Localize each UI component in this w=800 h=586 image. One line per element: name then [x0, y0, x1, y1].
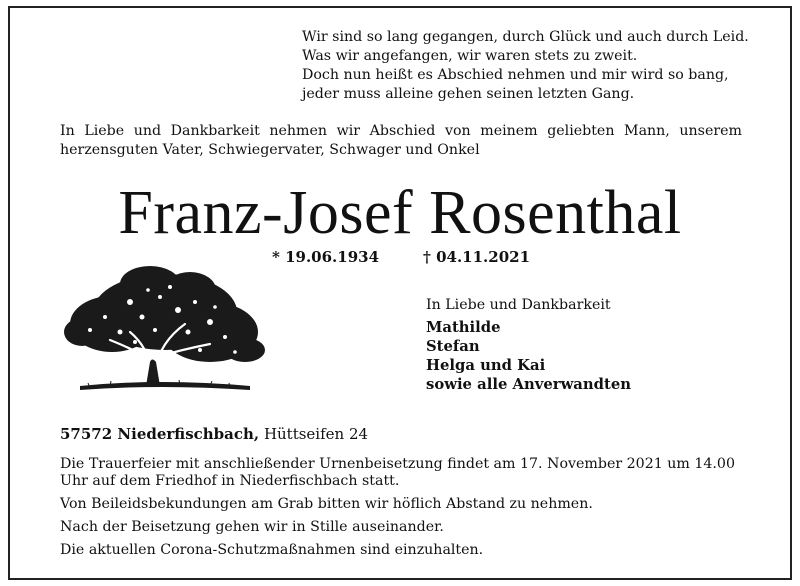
info-paragraph: Die Trauerfeier mit anschließender Urnenbeisetzung findet am 17. November 2021 um 14.00 Uhr auf dem Friedhof in Niederfischbach statt.	[60, 456, 735, 489]
info-paragraph: Von Beileidsbekundungen am Grab bitten wir höflich Abstand zu nehmen.	[60, 496, 593, 512]
mourners-lead: In Liebe und Dankbarkeit	[426, 297, 611, 313]
funeral-info	[60, 456, 742, 565]
address-street: Hüttseifen 24	[263, 425, 369, 443]
poem	[302, 28, 749, 104]
info-paragraph: Nach der Beisetzung gehen wir in Stille auseinander.	[60, 519, 444, 535]
poem-line: Doch nun heißt es Abschied nehmen und mir wird so bang,	[302, 67, 729, 83]
poem-line: Wir sind so lang gegangen, durch Glück und auch durch Leid.	[302, 29, 749, 45]
intro-text: In Liebe und Dankbarkeit nehmen wir Abschied von meinem geliebten Mann, unserem herzensguten Vater, Schwiegervater, Schwager und Onkel	[60, 123, 742, 158]
mourner-name: Helga und Kai	[426, 357, 546, 374]
mourner-name: sowie alle Anverwandten	[426, 376, 632, 393]
address	[60, 425, 368, 443]
deceased-name: Franz-Josef Rosenthal	[118, 179, 682, 247]
address-city: 57572 Niederfischbach,	[60, 425, 260, 443]
tree-illustration	[60, 262, 266, 398]
poem-line: Was wir angefangen, wir waren stets zu zweit.	[302, 48, 638, 64]
birth-date: * 19.06.1934	[272, 248, 380, 266]
death-date: † 04.11.2021	[423, 248, 531, 266]
mourners-block	[426, 296, 631, 394]
info-paragraph: Die aktuellen Corona-Schutzmaßnahmen sind einzuhalten.	[60, 542, 484, 558]
mourner-name: Stefan	[426, 338, 480, 355]
mourner-name: Mathilde	[426, 319, 501, 336]
poem-line: jeder muss alleine gehen seinen letzten Gang.	[302, 86, 635, 102]
